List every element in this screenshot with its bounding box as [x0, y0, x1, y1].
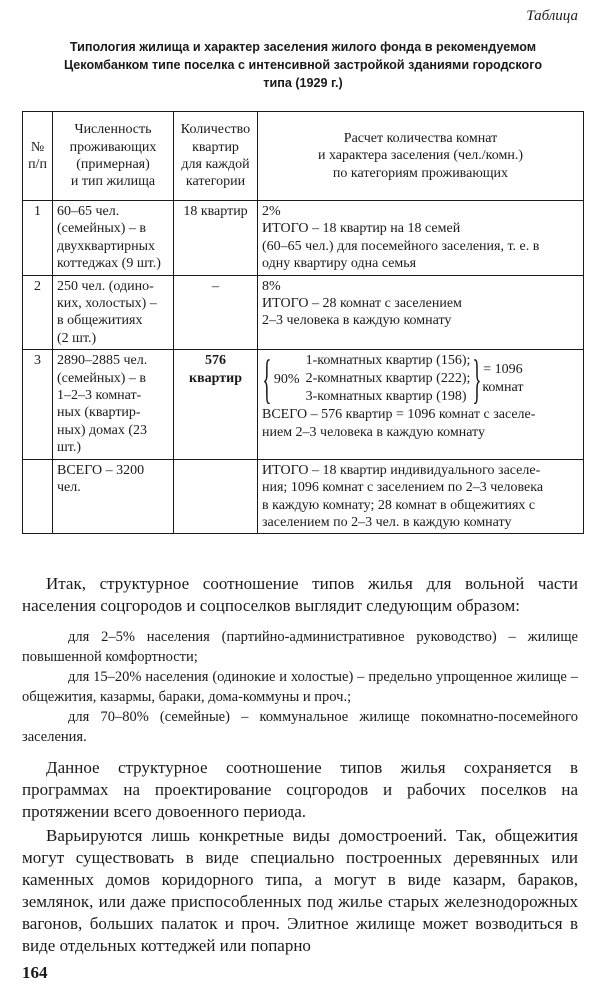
table-header-row	[23, 112, 584, 201]
cell-text: 1-комнатных квартир (156);	[305, 353, 471, 369]
flats-breakdown	[262, 349, 579, 410]
paragraph-3	[22, 825, 578, 957]
cell-text: 1–2–3 комнат-	[57, 388, 142, 404]
cell-text: 2-комнатных квартир (222);	[305, 371, 471, 387]
list-item: для 15–20% населения (одинокие и холостые) – предельно упрощенное жилище – общежития, казармы, бараки, дома-коммуны и проч.;	[22, 669, 578, 705]
cell-text: в общежитиях	[57, 313, 143, 329]
cell-text: ИТОГО – 18 квартир на 18 семей	[262, 221, 461, 237]
header-text: Расчет количества комнат	[343, 130, 498, 146]
cell-text: 3-комнатных квартир (198)	[305, 389, 467, 405]
cell-text: коттеджах (9 шт.)	[57, 256, 161, 272]
cell-text: (семейных) – в	[57, 221, 146, 237]
intro-paragraph	[22, 573, 578, 617]
flats-list	[306, 352, 471, 406]
header-calc	[258, 112, 584, 201]
cell-text: чел.	[57, 480, 81, 496]
header-text: проживающих	[69, 139, 157, 155]
rooms-total	[482, 361, 523, 397]
row-count: 18 квартир	[174, 201, 258, 276]
cell-text: ИТОГО – 28 комнат с заселением	[262, 296, 462, 312]
row-count: 576 квартир	[174, 350, 258, 459]
row-calc	[258, 350, 584, 459]
paragraph-text: Данное структурное соотношение типов жилья сохраняется в программах на проектирование соцгородов и рабочих поселков на протяжении всего довоенного периода.	[22, 758, 578, 821]
right-brace: }	[472, 349, 482, 410]
table-row	[23, 201, 584, 276]
cell-text: шт.)	[57, 440, 82, 456]
table-row-total	[23, 459, 584, 534]
list-item: для 70–80% (семейные) – коммунальное жилище покомнатно-посемейного заселения.	[22, 709, 578, 745]
row-population	[53, 459, 174, 534]
header-text: категории	[185, 174, 246, 190]
table-label: Таблица	[526, 8, 578, 24]
cell-text: 2890–2885 чел.	[57, 353, 148, 369]
header-text: по категориям проживающих	[332, 165, 509, 181]
row-num: 2	[23, 275, 53, 350]
row-num	[23, 459, 53, 534]
header-text: и тип жилища	[70, 174, 156, 190]
cell-text: 250 чел. (одино-	[57, 278, 154, 294]
caption-line: Типология жилища и характер заселения жилого фонда в рекомендуемом	[69, 40, 537, 54]
caption-line: типа (1929 г.)	[263, 76, 343, 90]
header-text: Количество	[180, 122, 251, 138]
percent: 90%	[273, 371, 300, 387]
cell-text: комнат	[482, 380, 524, 396]
cell-text: 2%	[262, 204, 281, 219]
cell-text: 2–3 человека в каждую комнату	[262, 313, 452, 329]
cell-text: = 1096	[483, 362, 523, 378]
cell-text: ния; 1096 комнат с заселением по 2–3 человека	[262, 480, 544, 496]
table-caption	[40, 38, 566, 92]
table-row	[23, 350, 584, 459]
header-text: и характера заселения (чел./комн.)	[318, 148, 523, 164]
cell-text: 8%	[262, 278, 281, 294]
cell-text: ИТОГО – 18 квартир индивидуального заселе-	[262, 462, 541, 478]
table-row	[23, 275, 584, 350]
row-num: 1	[23, 201, 53, 276]
row-population	[53, 201, 174, 276]
header-population	[53, 112, 174, 201]
cell-text: ных) домах (23	[57, 422, 148, 438]
cell-text: (60–65 чел.) для посемейного заселения, т. е. в	[262, 238, 540, 254]
page-number: 164	[22, 963, 48, 982]
cell-text: 60–65 чел.	[57, 204, 120, 219]
header-text: №	[30, 139, 45, 155]
row-calc	[258, 459, 584, 534]
cell-text: ных (квартир-	[57, 405, 141, 421]
row-calc	[258, 275, 584, 350]
cell-text: (семейных) – в	[57, 370, 146, 386]
cell-text: (2 шт.)	[57, 330, 97, 346]
header-text: (примерная)	[76, 157, 150, 172]
paragraph-text: Варьируются лишь конкретные виды домостроений. Так, общежития могут существовать в виде специально построенных деревянных или каменных домов коридорного типа, а могут в виде казарм, бараков, землянок, или даже приспособленных под жилье старых железнодорожных вагонов, больших палаток и проч. Элитное жилище может возводиться в виде отдельных коттеджей или попарно	[22, 826, 578, 955]
cell-text: в каждую комнату; 28 комнат в общежитиях с	[262, 497, 536, 513]
cell-text: ВСЕГО – 3200	[57, 462, 145, 478]
paragraph-text: Итак, структурное соотношение типов жилья для вольной части населения соцгородов и соцпоселков выглядит следующим образом:	[22, 574, 578, 615]
header-text: п/п	[28, 157, 47, 172]
row-population	[53, 275, 174, 350]
list-item: для 2–5% населения (партийно-административное руководство) – жилище повышенной комфортности;	[22, 629, 578, 665]
paragraph-2	[22, 757, 578, 823]
header-text: квартир	[192, 139, 239, 155]
row-population	[53, 350, 174, 459]
cell-text: двухквартирных	[57, 238, 156, 254]
caption-line: Цекомбанком типе поселка с интенсивной застройкой зданиями городского	[63, 58, 543, 72]
housing-table	[22, 111, 584, 534]
row-num: 3	[23, 350, 53, 459]
housing-list	[22, 627, 578, 747]
cell-text: нием 2–3 человека в каждую комнату	[262, 424, 485, 440]
header-text: Численность	[74, 122, 152, 138]
cell-text: ких, холостых) –	[57, 296, 157, 312]
left-brace: {	[262, 349, 272, 410]
row-count: –	[174, 275, 258, 350]
cell-text: ВСЕГО – 576 квартир = 1096 комнат с заселе-	[262, 407, 536, 423]
row-calc	[258, 201, 584, 276]
cell-text: заселением по 2–3 чел. в каждую комнату	[262, 514, 512, 530]
row-count	[174, 459, 258, 534]
header-text: для каждой	[181, 157, 250, 172]
header-count	[174, 112, 258, 201]
cell-text: одну квартиру одна семья	[262, 256, 417, 272]
header-num	[23, 112, 53, 201]
